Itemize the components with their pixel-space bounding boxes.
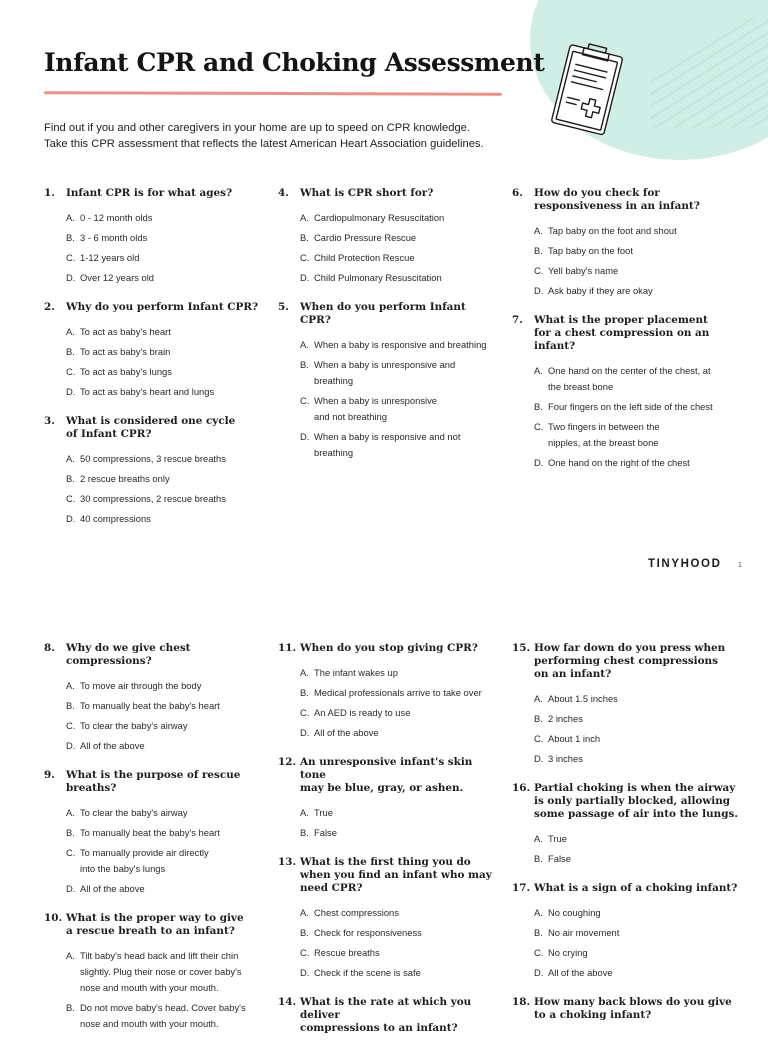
question-title xyxy=(44,301,264,314)
answer-option xyxy=(300,429,500,461)
option-text: False xyxy=(314,827,337,838)
option-letter: C. xyxy=(66,720,76,731)
question-title xyxy=(512,782,748,821)
question-text: What is the rate at which you deliver compressions to an infant? xyxy=(300,996,472,1034)
option-text: To act as baby's lungs xyxy=(80,366,172,377)
option-letter: A. xyxy=(300,212,309,223)
question-title xyxy=(278,187,500,200)
option-text: About 1.5 inches xyxy=(548,693,618,704)
option-text: Yell baby's name xyxy=(548,265,619,276)
page-title: Infant CPR and Choking Assessment xyxy=(44,48,545,77)
option-letter: B. xyxy=(300,687,309,698)
answer-option xyxy=(534,691,748,707)
option-letter: A. xyxy=(534,225,543,236)
option-text: One hand on the right of the chest xyxy=(548,457,690,468)
question xyxy=(512,314,748,471)
page1-column-3 xyxy=(512,187,748,486)
answer-options xyxy=(66,805,266,897)
option-text: Cardio Pressure Rescue xyxy=(314,232,417,243)
option-text: Rescue breaths xyxy=(314,947,380,958)
question-text: How many back blows do you give to a choking infant? xyxy=(534,996,732,1021)
option-letter: B. xyxy=(66,346,75,357)
option-text: No coughing xyxy=(548,907,601,918)
option-text: 30 compressions, 2 rescue breaths xyxy=(80,493,226,504)
question-title xyxy=(44,187,264,200)
option-text: Four fingers on the left side of the chest xyxy=(548,401,713,412)
option-text: All of the above xyxy=(80,883,145,894)
option-text: Cardiopulmonary Resuscitation xyxy=(314,212,445,223)
option-text: 40 compressions xyxy=(80,513,151,524)
option-letter: D. xyxy=(534,967,544,978)
question-text: What is considered one cycle of Infant CPR? xyxy=(66,415,236,440)
option-letter: B. xyxy=(300,232,309,243)
answer-option xyxy=(534,243,748,259)
title-underline xyxy=(44,91,502,96)
option-text: Tap baby on the foot xyxy=(548,245,633,256)
question xyxy=(278,856,500,981)
answer-option xyxy=(300,685,500,701)
option-letter: D. xyxy=(66,740,76,751)
question-title xyxy=(512,882,748,895)
question-text: What is the purpose of rescue breaths? xyxy=(66,769,241,794)
page-number: 1 xyxy=(738,562,742,569)
option-letter: D. xyxy=(300,727,310,738)
question-number: 18. xyxy=(512,996,531,1008)
option-text: To manually provide air directly into the baby's lungs xyxy=(80,847,209,874)
option-letter: D. xyxy=(534,753,544,764)
option-text: To act as baby's heart and lungs xyxy=(80,386,215,397)
question-text: What is CPR short for? xyxy=(300,187,434,199)
question-number: 6. xyxy=(512,187,523,199)
option-text: No air movement xyxy=(548,927,620,938)
answer-options xyxy=(300,337,500,461)
option-letter: C. xyxy=(300,252,310,263)
question-number: 11. xyxy=(278,642,297,654)
question xyxy=(278,187,500,286)
answer-option xyxy=(534,905,748,921)
question-number: 12. xyxy=(278,756,297,768)
answer-options xyxy=(534,363,748,471)
option-letter: A. xyxy=(66,680,75,691)
answer-option xyxy=(534,399,748,415)
question-text: Infant CPR is for what ages? xyxy=(66,187,233,199)
answer-option xyxy=(300,825,500,841)
question xyxy=(512,642,748,767)
option-letter: C. xyxy=(300,707,310,718)
page2-column-3 xyxy=(512,642,748,1037)
option-letter: D. xyxy=(66,513,76,524)
option-text: An AED is ready to use xyxy=(314,707,411,718)
intro-text xyxy=(44,120,484,152)
option-text: Check for responsiveness xyxy=(314,927,422,938)
question-title xyxy=(512,187,748,213)
option-text: When a baby is responsive and not breathing xyxy=(314,431,461,458)
question-title xyxy=(44,769,266,795)
answer-option xyxy=(300,210,500,226)
option-text: All of the above xyxy=(314,727,379,738)
option-letter: B. xyxy=(534,713,543,724)
answer-option xyxy=(300,230,500,246)
answer-option xyxy=(66,270,264,286)
answer-option xyxy=(534,263,748,279)
option-text: True xyxy=(548,833,567,844)
option-letter: B. xyxy=(66,473,75,484)
question xyxy=(278,996,500,1035)
option-letter: A. xyxy=(66,326,75,337)
answer-options xyxy=(66,210,264,286)
brand-logo: TINYHOOD xyxy=(648,558,722,570)
question xyxy=(512,187,748,299)
answer-option xyxy=(534,965,748,981)
option-text: All of the above xyxy=(80,740,145,751)
question-title xyxy=(278,856,500,895)
option-letter: D. xyxy=(534,285,544,296)
question-number: 17. xyxy=(512,882,531,894)
answer-option xyxy=(534,283,748,299)
stripe-decoration xyxy=(650,18,768,128)
answer-option xyxy=(66,845,266,877)
option-letter: A. xyxy=(66,807,75,818)
option-text: To manually beat the baby's heart xyxy=(80,827,220,838)
option-text: 0 - 12 month olds xyxy=(80,212,153,223)
answer-options xyxy=(300,805,500,841)
answer-option xyxy=(66,210,264,226)
question-text: What is the first thing you do when you find an infant who may need CPR? xyxy=(300,856,492,894)
question-text: When do you stop giving CPR? xyxy=(300,642,478,654)
option-letter: A. xyxy=(300,339,309,350)
clipboard-medical-icon xyxy=(548,40,628,140)
question-text: What is the proper placement for a chest compression on an infant? xyxy=(534,314,710,352)
question-text: What is a sign of a choking infant? xyxy=(534,882,738,894)
answer-option xyxy=(300,270,500,286)
option-letter: C. xyxy=(66,366,76,377)
answer-option xyxy=(66,881,266,897)
option-text: The infant wakes up xyxy=(314,667,398,678)
answer-option xyxy=(66,948,266,996)
option-letter: B. xyxy=(534,245,543,256)
answer-option xyxy=(300,705,500,721)
question-number: 4. xyxy=(278,187,289,199)
answer-option xyxy=(534,363,748,395)
question-number: 8. xyxy=(44,642,55,654)
answer-option xyxy=(300,965,500,981)
option-letter: B. xyxy=(66,700,75,711)
option-letter: C. xyxy=(534,947,544,958)
question-text: What is the proper way to give a rescue breath to an infant? xyxy=(66,912,244,937)
answer-option xyxy=(66,805,266,821)
option-letter: B. xyxy=(534,927,543,938)
question-title xyxy=(44,642,266,668)
option-letter: B. xyxy=(300,827,309,838)
option-letter: D. xyxy=(300,967,310,978)
question-number: 15. xyxy=(512,642,531,654)
answer-option xyxy=(534,925,748,941)
question-number: 7. xyxy=(512,314,523,326)
answer-option xyxy=(66,825,266,841)
option-letter: A. xyxy=(66,453,75,464)
option-letter: A. xyxy=(534,907,543,918)
answer-option xyxy=(66,738,266,754)
option-letter: B. xyxy=(66,232,75,243)
page2-column-2 xyxy=(278,642,500,1050)
answer-option xyxy=(66,250,264,266)
answer-option xyxy=(300,945,500,961)
option-text: One hand on the center of the chest, at the breast bone xyxy=(548,365,711,392)
page1-column-1 xyxy=(44,187,264,542)
option-text: To clear the baby's airway xyxy=(80,807,188,818)
question-number: 14. xyxy=(278,996,297,1008)
answer-option xyxy=(300,925,500,941)
answer-option xyxy=(66,324,264,340)
option-text: 2 rescue breaths only xyxy=(80,473,170,484)
page2-column-1 xyxy=(44,642,266,1047)
option-text: Ask baby if they are okay xyxy=(548,285,653,296)
answer-option xyxy=(534,731,748,747)
option-text: To manually beat the baby's heart xyxy=(80,700,220,711)
answer-options xyxy=(66,948,266,1032)
question-number: 2. xyxy=(44,301,55,313)
answer-option xyxy=(534,945,748,961)
option-text: Medical professionals arrive to take over xyxy=(314,687,482,698)
option-letter: C. xyxy=(66,493,76,504)
option-text: Child Pulmonary Resuscitation xyxy=(314,272,442,283)
question xyxy=(278,301,500,461)
question-number: 16. xyxy=(512,782,531,794)
option-letter: C. xyxy=(534,421,544,432)
answer-options xyxy=(534,691,748,767)
option-letter: B. xyxy=(534,853,543,864)
question-title xyxy=(278,756,500,795)
question-number: 3. xyxy=(44,415,55,427)
question xyxy=(512,882,748,981)
question-title xyxy=(278,996,500,1035)
intro-line-2: Take this CPR assessment that reflects the latest American Heart Association guidelines. xyxy=(44,138,484,150)
option-letter: D. xyxy=(534,457,544,468)
option-letter: C. xyxy=(534,265,544,276)
option-text: No crying xyxy=(548,947,588,958)
option-text: Child Protection Rescue xyxy=(314,252,415,263)
option-text: Chest compressions xyxy=(314,907,399,918)
answer-option xyxy=(534,851,748,867)
option-letter: A. xyxy=(534,833,543,844)
answer-option xyxy=(300,665,500,681)
option-text: When a baby is responsive and breathing xyxy=(314,339,487,350)
option-letter: D. xyxy=(300,431,310,442)
option-text: Two fingers in between the nipples, at the breast bone xyxy=(548,421,660,448)
option-text: To act as baby's brain xyxy=(80,346,171,357)
question-title xyxy=(512,314,748,353)
answer-options xyxy=(534,905,748,981)
option-letter: C. xyxy=(300,947,310,958)
option-text: 3 - 6 month olds xyxy=(80,232,148,243)
question xyxy=(44,642,266,754)
option-text: Over 12 years old xyxy=(80,272,154,283)
answer-option xyxy=(66,344,264,360)
option-text: Do not move baby's head. Cover baby's nose and mouth with your mouth. xyxy=(80,1002,246,1029)
question-number: 5. xyxy=(278,301,289,313)
option-letter: A. xyxy=(300,807,309,818)
question-title xyxy=(278,642,500,655)
option-letter: C. xyxy=(534,733,544,744)
option-letter: A. xyxy=(534,365,543,376)
question-text: When do you perform Infant CPR? xyxy=(300,301,466,326)
answer-option xyxy=(300,337,500,353)
option-text: To clear the baby's airway xyxy=(80,720,188,731)
answer-option xyxy=(66,471,264,487)
question-title xyxy=(278,301,500,327)
option-letter: A. xyxy=(300,667,309,678)
option-text: Tilt baby's head back and lift their chin slightly. Plug their nose or cover baby's nose and mouth with your mouth. xyxy=(80,950,242,993)
option-text: About 1 inch xyxy=(548,733,601,744)
option-letter: C. xyxy=(66,847,76,858)
option-letter: A. xyxy=(66,212,75,223)
option-letter: B. xyxy=(300,927,309,938)
answer-option xyxy=(66,451,264,467)
option-text: Tap baby on the foot and shout xyxy=(548,225,677,236)
option-text: All of the above xyxy=(548,967,613,978)
option-letter: C. xyxy=(300,395,310,406)
answer-option xyxy=(300,805,500,821)
answer-option xyxy=(300,905,500,921)
option-letter: A. xyxy=(300,907,309,918)
answer-options xyxy=(300,665,500,741)
answer-option xyxy=(534,223,748,239)
option-text: Check if the scene is safe xyxy=(314,967,421,978)
answer-option xyxy=(66,718,266,734)
option-text: When a baby is unresponsive and breathing xyxy=(314,359,456,386)
question-title xyxy=(44,912,266,938)
question-text: Why do we give chest compressions? xyxy=(66,642,191,667)
answer-options xyxy=(300,905,500,981)
option-letter: B. xyxy=(300,359,309,370)
question xyxy=(278,756,500,841)
option-text: True xyxy=(314,807,333,818)
answer-options xyxy=(66,451,264,527)
question-text: An unresponsive infant's skin tone may be blue, gray, or ashen. xyxy=(300,756,473,794)
question-title xyxy=(44,415,264,441)
answer-option xyxy=(300,725,500,741)
answer-option xyxy=(534,831,748,847)
answer-option xyxy=(534,711,748,727)
question xyxy=(278,642,500,741)
answer-option xyxy=(300,393,500,425)
option-letter: B. xyxy=(534,401,543,412)
question-number: 13. xyxy=(278,856,297,868)
answer-option xyxy=(66,384,264,400)
question xyxy=(44,415,264,527)
option-text: When a baby is unresponsive and not breathing xyxy=(314,395,437,422)
question xyxy=(44,769,266,897)
option-letter: D. xyxy=(300,272,310,283)
answer-option xyxy=(534,751,748,767)
answer-options xyxy=(534,831,748,867)
page1-column-2 xyxy=(278,187,500,476)
answer-option xyxy=(300,250,500,266)
question-text: How do you check for responsiveness in an infant? xyxy=(534,187,700,212)
question-text: How far down do you press when performing chest compressions on an infant? xyxy=(534,642,726,680)
question xyxy=(44,301,264,400)
option-letter: D. xyxy=(66,272,76,283)
option-letter: D. xyxy=(66,386,76,397)
question xyxy=(512,996,748,1022)
intro-line-1: Find out if you and other caregivers in your home are up to speed on CPR knowledge. xyxy=(44,122,470,134)
question xyxy=(512,782,748,867)
option-text: To act as baby's heart xyxy=(80,326,171,337)
option-text: 2 inches xyxy=(548,713,583,724)
option-text: 50 compressions, 3 rescue breaths xyxy=(80,453,226,464)
option-text: False xyxy=(548,853,571,864)
option-letter: A. xyxy=(534,693,543,704)
answer-option xyxy=(300,357,500,389)
answer-options xyxy=(66,678,266,754)
option-text: 1-12 years old xyxy=(80,252,140,263)
answer-option xyxy=(66,1000,266,1032)
answer-option xyxy=(66,678,266,694)
question-title xyxy=(512,996,748,1022)
question-title xyxy=(512,642,748,681)
question xyxy=(44,187,264,286)
question-number: 9. xyxy=(44,769,55,781)
question-text: Partial choking is when the airway is only partially blocked, allowing some passage of air into the lungs. xyxy=(534,782,738,820)
answer-option xyxy=(66,491,264,507)
answer-option xyxy=(66,511,264,527)
answer-option xyxy=(534,419,748,451)
option-letter: A. xyxy=(66,950,75,961)
option-letter: B. xyxy=(66,827,75,838)
option-letter: B. xyxy=(66,1002,75,1013)
answer-options xyxy=(300,210,500,286)
option-letter: D. xyxy=(66,883,76,894)
answer-options xyxy=(66,324,264,400)
option-text: 3 inches xyxy=(548,753,583,764)
answer-option xyxy=(66,698,266,714)
question-text: Why do you perform Infant CPR? xyxy=(66,301,259,313)
answer-option xyxy=(66,230,264,246)
answer-option xyxy=(66,364,264,380)
option-text: To move air through the body xyxy=(80,680,202,691)
option-letter: C. xyxy=(66,252,76,263)
answer-options xyxy=(534,223,748,299)
question-number: 10. xyxy=(44,912,63,924)
answer-option xyxy=(534,455,748,471)
question xyxy=(44,912,266,1032)
question-number: 1. xyxy=(44,187,55,199)
